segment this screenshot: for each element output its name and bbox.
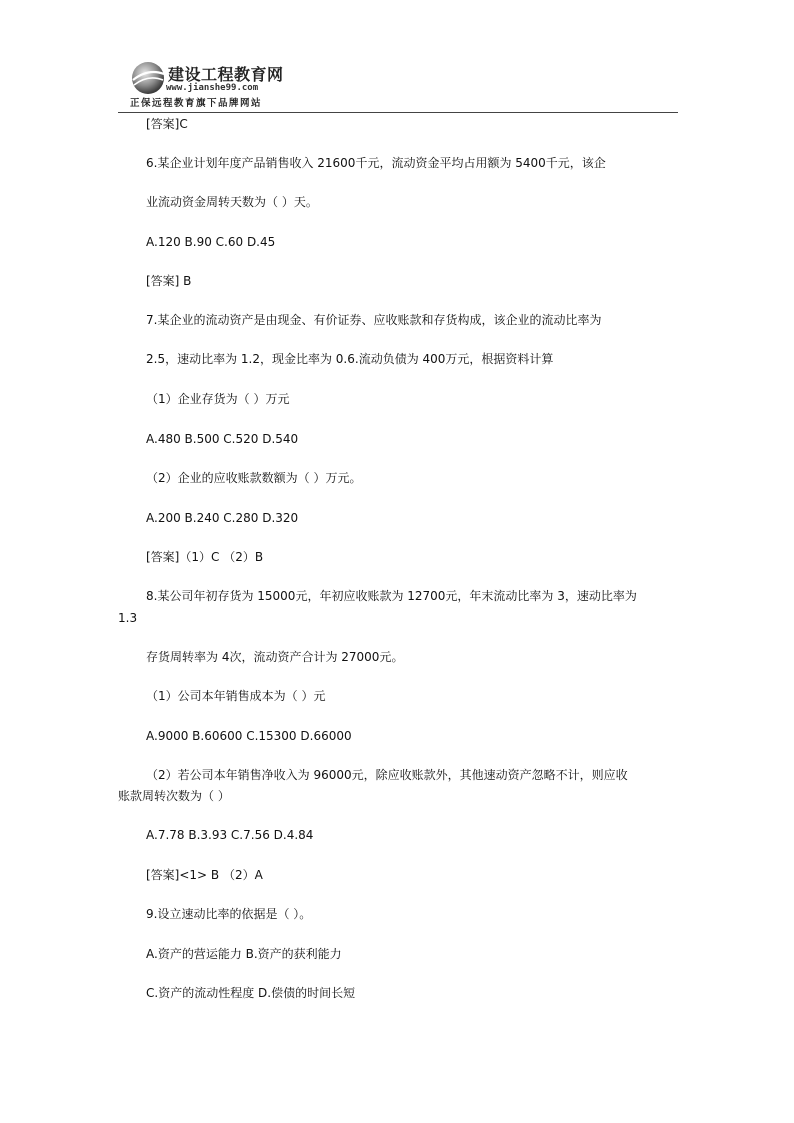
question-8-line-1: 8.某公司年初存货为 15000元，年初应收账款为 12700元，年末流动比率为 3，速动比率为 <box>146 589 637 603</box>
answer-8: [答案]<1> B （2）A <box>146 868 263 882</box>
answer-5: [答案]C <box>146 117 188 131</box>
question-6-line-2: 业流动资金周转天数为（ ）天。 <box>146 195 318 209</box>
question-6-line-1: 6.某企业计划年度产品销售收入 21600千元，流动资金平均占用额为 5400千元，该企 <box>146 156 606 170</box>
site-header <box>118 58 678 114</box>
brand-url: www.jianshe99.com <box>166 83 259 93</box>
question-7-line-2: 2.5，速动比率为 1.2，现金比率为 0.6.流动负债为 400万元，根据资料计算 <box>146 352 554 366</box>
answer-7: [答案]（1）C （2）B <box>146 550 264 564</box>
header-divider <box>118 112 678 113</box>
globe-logo-icon <box>130 60 166 96</box>
question-9-options-2: C.资产的流动性程度 D.偿债的时间长短 <box>146 986 356 1000</box>
question-7-sub-1: （1）企业存货为（ ）万元 <box>146 392 290 406</box>
question-8-line-1-wrap: 1.3 <box>118 611 138 625</box>
brand-name: 建设工程教育网 <box>168 65 284 84</box>
question-9: 9.设立速动比率的依据是（ ）。 <box>146 907 312 921</box>
question-6-options: A.120 B.90 C.60 D.45 <box>146 235 276 249</box>
question-8-sub-2-line-2: 账款周转次数为（ ） <box>118 789 230 803</box>
question-8-sub-2-line-1: （2）若公司本年销售净收入为 96000元，除应收账款外，其他速动资产忽略不计，则应收 <box>146 768 628 782</box>
question-7-sub-2: （2）企业的应收账款数额为（ ）万元。 <box>146 471 362 485</box>
question-7-sub-1-options: A.480 B.500 C.520 D.540 <box>146 432 299 446</box>
brand-tagline: 正保远程教育旗下品牌网站 <box>130 98 263 109</box>
question-9-options-1: A.资产的营运能力 B.资产的获利能力 <box>146 947 342 961</box>
question-7-sub-2-options: A.200 B.240 C.280 D.320 <box>146 511 299 525</box>
question-8-sub-2-options: A.7.78 B.3.93 C.7.56 D.4.84 <box>146 828 314 842</box>
question-8-line-2: 存货周转率为 4次，流动资产合计为 27000元。 <box>146 650 404 664</box>
answer-6: [答案] B <box>146 274 192 288</box>
question-7-line-1: 7.某企业的流动资产是由现金、有价证券、应收账款和存货构成，该企业的流动比率为 <box>146 313 602 327</box>
question-8-sub-1-options: A.9000 B.60600 C.15300 D.66000 <box>146 729 352 743</box>
question-8-sub-1: （1）公司本年销售成本为（ ）元 <box>146 689 326 703</box>
